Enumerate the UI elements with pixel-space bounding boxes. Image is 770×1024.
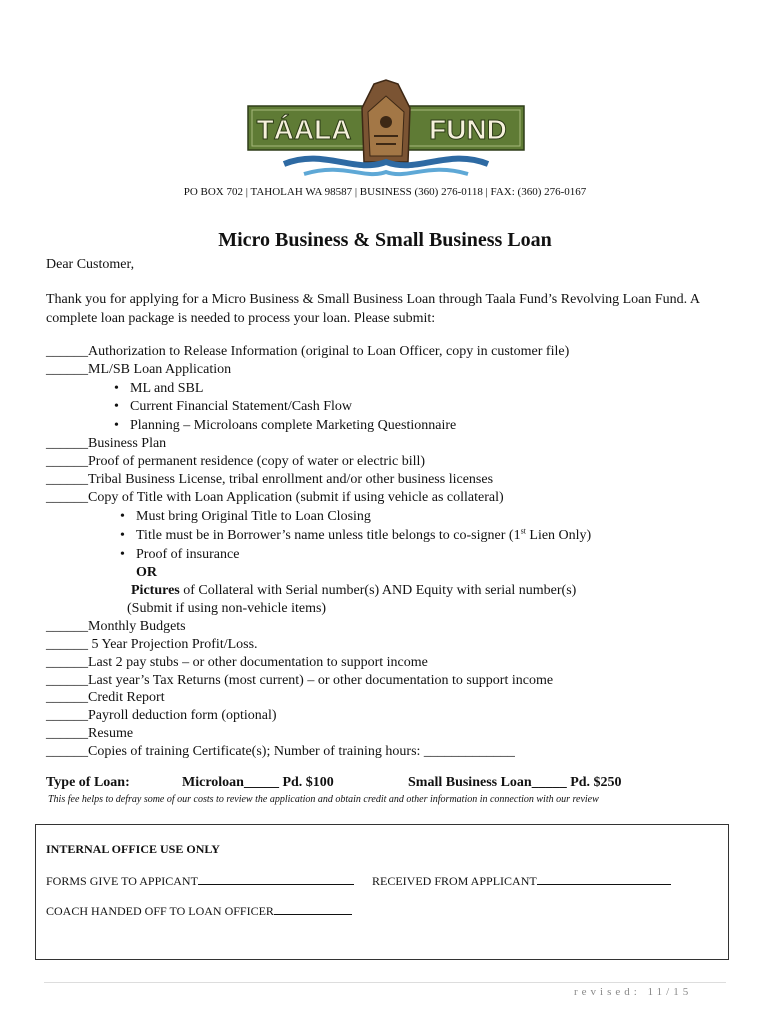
checklist-item-residence: [46, 453, 425, 471]
item-text: Copies of training Certificate(s); Number of training hours: _____________: [88, 744, 515, 759]
checklist-item-title: [46, 489, 504, 507]
item-text: Monthly Budgets: [88, 619, 186, 634]
coach-field[interactable]: [274, 902, 352, 915]
taala-fund-logo: [244, 78, 528, 182]
blank-line: ______: [46, 744, 88, 759]
item-text: Credit Report: [88, 690, 165, 705]
blank-line: ______: [46, 619, 88, 634]
item-text: 5 Year Projection Profit/Loss.: [88, 637, 258, 652]
contact-line: PO BOX 702 | TAHOLAH WA 98587 | BUSINESS (360) 276-0118 | FAX: (360) 276-0167: [183, 186, 587, 198]
pictures-bold: Pictures: [131, 583, 180, 598]
checklist-item-payroll: [46, 707, 277, 725]
blank-line: ______: [46, 726, 88, 741]
blank-line: ______: [46, 490, 88, 505]
blank-line: ______: [46, 436, 88, 451]
bullet-original-title: • Must bring Original Title to Loan Closing: [120, 509, 371, 524]
bullet-text: Must bring Original Title to Loan Closing: [136, 509, 371, 524]
item-text: Authorization to Release Information (original to Loan Officer, copy in customer file): [88, 344, 570, 359]
bullet-text: Current Financial Statement/Cash Flow: [130, 399, 353, 414]
item-text: ML/SB Loan Application: [88, 362, 232, 377]
item-text: Last 2 pay stubs – or other documentation to support income: [88, 655, 428, 670]
bullet-borrower-name: • Title must be in Borrower’s name unless title belongs to co-signer (1st Lien Only): [120, 526, 592, 543]
intro-paragraph: Thank you for applying for a Micro Business & Small Business Loan through Taala Fund’s Revolving Loan Fund. A complete loan package is needed to process your loan. Please submit:: [46, 292, 700, 326]
checklist-item-budgets: [46, 618, 186, 636]
pictures-line: [131, 582, 576, 600]
checklist-item-tax-returns: [46, 672, 553, 690]
non-vehicle-note: (Submit if using non-vehicle items): [127, 601, 327, 616]
received-row: [372, 872, 671, 889]
bullet-text: Title must be in Borrower’s name unless title belongs to co-signer (1: [136, 528, 521, 543]
bullet-insurance: • Proof of insurance: [120, 547, 240, 562]
bullet-ml-sbl: • ML and SBL: [114, 381, 204, 396]
pictures-text: of Collateral with Serial number(s) AND Equity with serial number(s): [179, 583, 577, 598]
received-field[interactable]: [537, 872, 671, 885]
checklist-item-application: [46, 361, 231, 379]
item-text: Copy of Title with Loan Application (submit if using vehicle as collateral): [88, 490, 504, 505]
logo-text-left: TÁALA: [256, 114, 352, 145]
office-heading: INTERNAL OFFICE USE ONLY: [46, 842, 220, 856]
or-label: OR: [136, 565, 157, 580]
checklist-item-training: [46, 743, 515, 761]
checklist-item-resume: [46, 725, 133, 743]
blank-line: ______: [46, 708, 88, 723]
forms-given-label: FORMS GIVE TO APPICANT: [46, 874, 198, 888]
item-text: Resume: [88, 726, 134, 741]
superscript: st: [520, 526, 526, 536]
fee-note: This fee helps to defray some of our costs to review the application and obtain credit and other information in connection with our review: [48, 794, 599, 805]
blank-line: ______: [46, 673, 88, 688]
checklist-item-business-plan: [46, 435, 166, 453]
checklist-item-credit-report: [46, 689, 165, 707]
blank-line: ______: [46, 454, 88, 469]
small-business-loan-option[interactable]: Small Business Loan_____ Pd. $250: [408, 775, 622, 790]
item-text: Payroll deduction form (optional): [88, 708, 277, 723]
forms-given-field[interactable]: [198, 872, 354, 885]
microloan-option[interactable]: Microloan_____ Pd. $100: [182, 775, 334, 790]
item-text: Tribal Business License, tribal enrollment and/or other business licenses: [88, 472, 494, 487]
blank-line: ______: [46, 690, 88, 705]
internal-office-box: [35, 824, 729, 960]
blank-line: ______: [46, 362, 88, 377]
blank-line: ______: [46, 344, 88, 359]
loan-type-label: Type of Loan:: [46, 775, 130, 790]
bullet-text: ML and SBL: [130, 381, 204, 396]
item-text: Last year’s Tax Returns (most current) – or other documentation to support income: [88, 673, 554, 688]
coach-label: COACH HANDED OFF TO LOAN OFFICER: [46, 904, 274, 918]
page-title: Micro Business & Small Business Loan: [218, 229, 552, 251]
bullet-text: Proof of insurance: [136, 547, 240, 562]
blank-line: ______: [46, 472, 88, 487]
bullet-text-end: Lien Only): [525, 528, 592, 543]
greeting: Dear Customer,: [46, 257, 135, 272]
forms-given-row: [46, 872, 354, 889]
logo-text-right: FUND: [429, 114, 507, 145]
checklist-item-projection: [46, 636, 258, 654]
item-text: Proof of permanent residence (copy of water or electric bill): [88, 454, 426, 469]
checklist-item-authorization: [46, 343, 569, 361]
received-label: RECEIVED FROM APPLICANT: [372, 874, 537, 888]
footer-divider: [44, 982, 726, 983]
item-text: Business Plan: [88, 436, 167, 451]
blank-line: ______: [46, 655, 88, 670]
bullet-financial-statement: • Current Financial Statement/Cash Flow: [114, 399, 353, 414]
coach-row: [46, 902, 352, 919]
blank-line: ______: [46, 637, 88, 652]
checklist-item-paystubs: [46, 654, 428, 672]
revision-note: revised: 11/15: [574, 986, 693, 998]
bullet-text: Planning – Microloans complete Marketing Questionnaire: [130, 418, 457, 433]
bullet-planning: • Planning – Microloans complete Marketing Questionnaire: [114, 418, 457, 433]
checklist-item-tribal-license: [46, 471, 493, 489]
